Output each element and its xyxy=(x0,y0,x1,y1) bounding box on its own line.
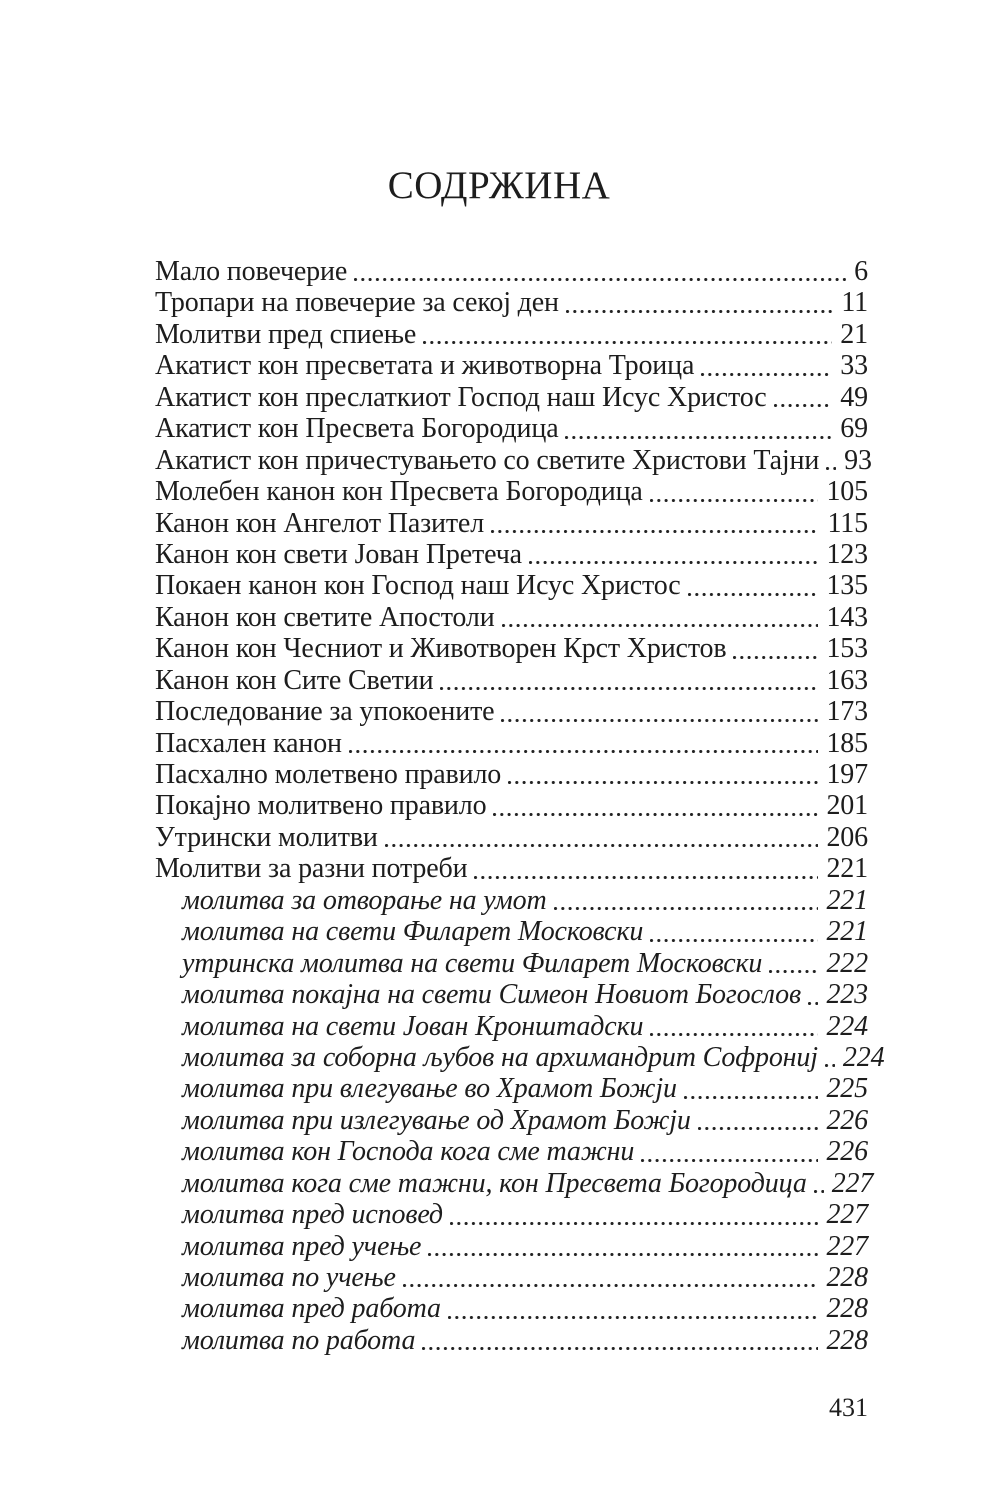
toc-entry xyxy=(155,319,868,350)
toc-entry-label: молитва по учење xyxy=(182,1262,396,1293)
toc-entry xyxy=(155,1199,868,1230)
toc-entry-label: Акатист кон пресветата и животворна Троица xyxy=(155,350,695,382)
toc-entry-label: Канон кон Чесниот и Животворен Крст Христов xyxy=(155,633,727,665)
dotted-leader xyxy=(825,1042,835,1073)
dotted-leader xyxy=(491,508,819,539)
dotted-leader xyxy=(529,539,819,570)
dotted-leader xyxy=(566,287,833,318)
toc-entry-label: молитва покајна на свети Симеон Новиот Богослов xyxy=(182,979,801,1011)
toc-entry-page: 123 xyxy=(826,538,868,570)
dotted-leader xyxy=(450,1199,819,1230)
dotted-leader xyxy=(701,350,832,381)
toc-entry xyxy=(155,1231,868,1262)
toc-entry-label: молитва кога сме тажни, кон Пресвета Богородица xyxy=(182,1167,807,1199)
toc-entry-page: 224 xyxy=(842,1041,885,1073)
toc-entry-page: 228 xyxy=(826,1262,868,1293)
dotted-leader xyxy=(349,728,819,759)
toc-entry xyxy=(155,476,868,507)
dotted-leader xyxy=(814,1168,824,1199)
dotted-leader xyxy=(493,790,818,821)
toc-entry-label: молитва пред исповед xyxy=(182,1199,443,1231)
toc-entry-page: 221 xyxy=(826,884,868,916)
toc-entry-label: Покаен канон кон Господ наш Исус Христос xyxy=(155,570,681,602)
toc-entry xyxy=(155,822,868,853)
toc-entry-label: Акатист кон Пресвета Богородица xyxy=(155,413,559,445)
toc-entry xyxy=(155,570,868,601)
toc-entry xyxy=(155,602,868,633)
toc-entry-label: молитва пред работа xyxy=(182,1293,441,1325)
toc-list xyxy=(155,256,885,1356)
toc-entry xyxy=(155,444,872,476)
toc-entry-page: 185 xyxy=(826,727,868,759)
dotted-leader xyxy=(650,476,819,507)
toc-entry-label: молитва при излегување од Храмот Божји xyxy=(182,1104,691,1136)
toc-entry-label: молитва при влегување во Храмот Божји xyxy=(182,1073,677,1105)
toc-entry-page: 223 xyxy=(826,979,868,1011)
toc-entry-page: 33 xyxy=(840,350,868,382)
toc-entry-page: 93 xyxy=(844,444,872,476)
toc-entry xyxy=(155,728,868,759)
toc-entry-page: 105 xyxy=(826,476,868,508)
dotted-leader xyxy=(502,602,819,633)
toc-entry-page: 227 xyxy=(831,1167,874,1199)
toc-entry-label: Акатист кон причестувањето со светите Христови Тајни xyxy=(155,444,820,476)
toc-entry xyxy=(155,665,868,696)
toc-entry xyxy=(155,885,868,916)
toc-entry xyxy=(155,1325,868,1356)
toc-entry-page: 6 xyxy=(854,256,868,287)
toc-entry-label: молитва за соборна љубов на архимандрит Софрониј xyxy=(182,1041,818,1073)
toc-entry-page: 228 xyxy=(826,1293,868,1325)
toc-entry-page: 224 xyxy=(826,1010,868,1042)
dotted-leader xyxy=(354,256,846,287)
toc-entry-page: 221 xyxy=(826,916,868,948)
dotted-leader xyxy=(474,853,818,884)
toc-entry xyxy=(155,287,868,318)
toc-entry-label: Канон кон свети Јован Претеча xyxy=(155,538,522,570)
dotted-leader xyxy=(641,1136,818,1167)
toc-entry-page: 227 xyxy=(826,1199,868,1231)
toc-entry-label: Молебен канон кон Пресвета Богородица xyxy=(155,476,643,508)
toc-entry xyxy=(155,1167,874,1199)
toc-entry-page: 227 xyxy=(826,1230,868,1262)
toc-entry xyxy=(155,1262,868,1293)
dotted-leader xyxy=(769,948,818,979)
folio-page-number: 431 xyxy=(829,1393,868,1422)
dotted-leader xyxy=(423,319,832,350)
dotted-leader xyxy=(650,916,818,947)
toc-entry-page: 143 xyxy=(826,601,868,633)
toc-entry xyxy=(155,1073,868,1104)
dotted-leader xyxy=(688,570,819,601)
toc-entry-label: Акатист кон преслаткиот Господ наш Исус Христос xyxy=(155,381,767,413)
toc-entry-page: 49 xyxy=(840,381,868,413)
toc-entry xyxy=(155,790,868,821)
toc-entry-page: 221 xyxy=(826,853,868,885)
toc-entry-label: Канон кон Сите Светии xyxy=(155,664,434,696)
toc-entry-label: Молитви пред спиење xyxy=(155,318,417,350)
toc-entry-page: 226 xyxy=(826,1104,868,1136)
dotted-leader xyxy=(826,445,836,476)
toc-entry-label: Канон кон светите Апостоли xyxy=(155,601,495,633)
toc-entry-page: 69 xyxy=(840,413,868,445)
toc-entry-page: 225 xyxy=(826,1073,868,1105)
page-title: СОДРЖИНА xyxy=(387,164,611,207)
toc-entry-label: Тропари на повечерие за секој ден xyxy=(155,287,559,319)
toc-entry xyxy=(155,1136,868,1167)
dotted-leader xyxy=(448,1293,819,1324)
toc-entry-label: Покајно молитвено правило xyxy=(155,790,487,822)
toc-entry xyxy=(155,382,868,413)
toc-entry-label: Мало повечерие xyxy=(155,256,348,287)
dotted-leader xyxy=(422,1325,818,1356)
toc-entry-label: молитва кон Господа кога сме тажни xyxy=(182,1136,635,1168)
toc-entry-label: молитва на свети Јован Кронштадски xyxy=(182,1010,644,1042)
toc-entry xyxy=(155,759,868,790)
toc-entry xyxy=(155,256,868,287)
toc-entry xyxy=(155,1293,868,1324)
toc-entry-label: молитва по работа xyxy=(182,1324,416,1356)
toc-entry-page: 206 xyxy=(826,821,868,853)
toc-entry-page: 173 xyxy=(826,696,868,728)
toc-entry-label: утринска молитва на свети Филарет Московски xyxy=(182,947,763,979)
toc-entry xyxy=(155,350,868,381)
toc-entry-page: 222 xyxy=(826,947,868,979)
toc-entry xyxy=(155,633,868,664)
dotted-leader xyxy=(698,1105,819,1136)
dotted-leader xyxy=(733,633,818,664)
dotted-leader xyxy=(403,1262,819,1293)
toc-entry-label: Утрински молитви xyxy=(155,821,378,853)
toc-entry-label: молитва за отворање на умот xyxy=(182,884,547,916)
toc-entry xyxy=(155,696,868,727)
toc-entry-page: 201 xyxy=(826,790,868,822)
toc-entry-label: Пасхален канон xyxy=(155,727,342,759)
dotted-leader xyxy=(440,665,818,696)
toc-entry-page: 11 xyxy=(841,287,868,319)
dotted-leader xyxy=(774,382,833,413)
toc-entry xyxy=(155,916,868,947)
toc-entry xyxy=(155,1011,868,1042)
toc-entry-label: Пасхално молетвено правило xyxy=(155,759,502,790)
toc-entry xyxy=(155,508,868,539)
toc-entry xyxy=(155,1105,868,1136)
toc-entry xyxy=(155,539,868,570)
toc-entry xyxy=(155,948,868,979)
dotted-leader xyxy=(428,1231,818,1262)
toc-entry-page: 115 xyxy=(827,507,868,539)
toc-entry-page: 226 xyxy=(826,1136,868,1168)
toc-entry-page: 21 xyxy=(840,318,868,350)
toc-entry-page: 135 xyxy=(826,570,868,602)
toc-entry xyxy=(155,413,868,444)
dotted-leader xyxy=(508,759,818,790)
dotted-leader xyxy=(554,885,819,916)
toc-entry-page: 228 xyxy=(826,1324,868,1356)
toc-entry-label: Последование за упокоените xyxy=(155,696,495,728)
toc-entry xyxy=(155,979,868,1010)
toc-entry-label: Молитви за разни потреби xyxy=(155,853,468,885)
toc-entry-label: молитва на свети Филарет Московски xyxy=(182,916,644,948)
toc-entry-page: 153 xyxy=(826,633,868,665)
dotted-leader xyxy=(808,979,818,1010)
dotted-leader xyxy=(684,1073,819,1104)
dotted-leader xyxy=(385,822,819,853)
dotted-leader xyxy=(501,696,818,727)
toc-entry-label: Канон кон Ангелот Пазител xyxy=(155,507,485,539)
toc-entry-page: 197 xyxy=(826,759,868,790)
toc-entry xyxy=(155,853,868,884)
dotted-leader xyxy=(650,1011,818,1042)
toc-entry-label: молитва пред учење xyxy=(182,1230,422,1262)
dotted-leader xyxy=(565,413,832,444)
toc-entry xyxy=(155,1041,885,1073)
toc-entry-page: 163 xyxy=(826,664,868,696)
